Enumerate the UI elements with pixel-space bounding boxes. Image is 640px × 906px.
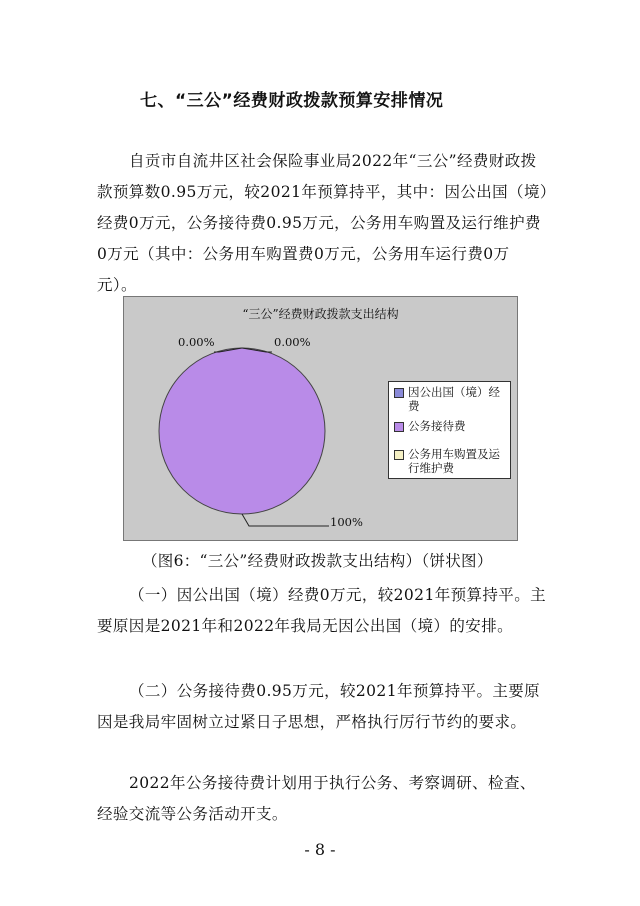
legend-label: 公务接待费	[408, 419, 466, 433]
chart-caption: （图6：“三公”经费财政拨款支出结构）（饼状图）	[142, 552, 493, 570]
legend-swatch	[394, 450, 404, 460]
data-label: 100%	[330, 515, 363, 529]
paragraph-travel: （一）因公出国（境）经费0万元，较2021年预算持平。主要原因是2021年和2022年我局无因公出国（境）的安排。	[97, 586, 547, 635]
legend-item	[392, 385, 507, 413]
legend-item	[392, 419, 507, 433]
data-label: 0.00%	[178, 335, 215, 349]
data-label: 0.00%	[274, 335, 311, 349]
legend-item	[392, 447, 507, 475]
section-heading: 七、“三公”经费财政拨款预算安排情况	[140, 91, 444, 111]
paragraph-reception: （二）公务接待费0.95万元，较2021年预算持平。主要原因是我局牢固树立过紧日子思想，严格执行厉行节约的要求。	[97, 682, 541, 731]
leader-line	[242, 514, 329, 526]
intro-paragraph: 自贡市自流井区社会保险事业局2022年“三公”经费财政拨款预算数0.95万元，较2021年预算持平，其中：因公出国（境）经费0万元，公务接待费0.95万元，公务用车购置及运行维护费0万元（其中：公务用车购置费0万元，公务用车运行费0万元）。	[97, 152, 549, 294]
legend-label: 公务用车购置及运行维护费	[408, 447, 500, 475]
chart-legend	[388, 381, 511, 479]
legend-swatch	[394, 422, 404, 432]
pie-chart	[123, 296, 518, 541]
legend-label: 因公出国（境）经费	[408, 385, 500, 413]
legend-swatch	[394, 388, 404, 398]
pie-slice	[159, 348, 325, 514]
paragraph-plan: 2022年公务接待费计划用于执行公务、考察调研、检查、经验交流等公务活动开支。	[97, 774, 536, 823]
page-number: - 8 -	[304, 840, 336, 859]
chart-title: “三公”经费财政拨款支出结构	[242, 307, 399, 321]
